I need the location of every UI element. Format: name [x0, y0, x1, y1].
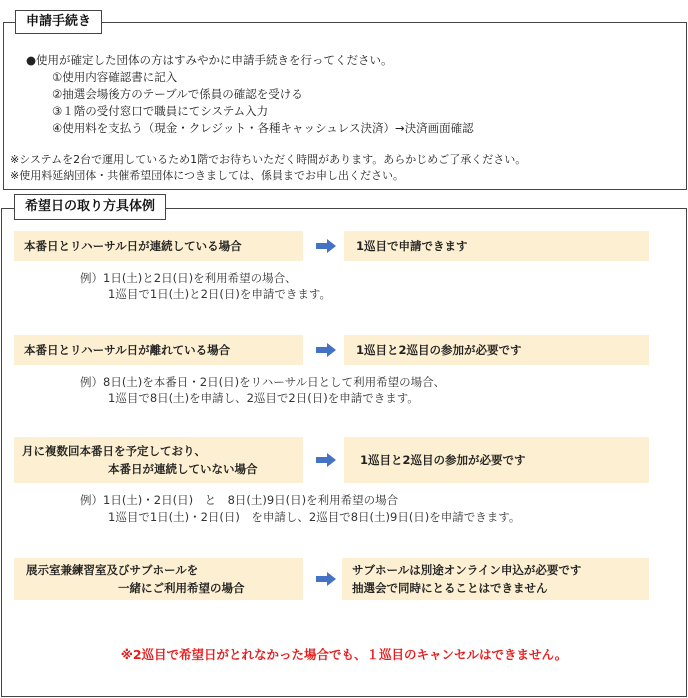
case-1-result-text: 1巡目で申請できます — [356, 239, 468, 253]
right-arrow-icon — [316, 343, 336, 357]
procedure-note-2: ※使用料延納団体・共催希望団体につきましては、係員までお申し出ください。 — [10, 169, 404, 182]
case-4-condition-line-2: 一緒にご利用希望の場合 — [118, 581, 245, 595]
case-1-example-line-2: 1巡目で1日(土)と2日(日)を申請できます。 — [108, 287, 331, 301]
case-1-condition-text: 本番日とリハーサル日が連続している場合 — [24, 239, 242, 253]
case-3-condition-line-2: 本番日が連続していない場合 — [108, 462, 258, 476]
case-2-condition-text: 本番日とリハーサル日が離れている場合 — [24, 343, 231, 357]
case-2-result — [344, 335, 649, 365]
case-2-condition — [14, 335, 303, 365]
case-2-result-text: 1巡目と2巡目の参加が必要です — [356, 343, 522, 357]
procedure-lead: ●使用が確定した団体の方はすみやかに申請手続きを行ってください。 — [26, 53, 393, 67]
case-3-condition — [14, 437, 303, 483]
case-3-result-text: 1巡目と2巡目の参加が必要です — [360, 453, 526, 467]
examples-title: 希望日の取り方具体例 — [14, 194, 166, 220]
case-2-example-line-1: 例）8日(土)を本番日・2日(日)をリハーサル日として利用希望の場合、 — [80, 375, 446, 389]
case-4-result-line-2: 抽選会で同時にとることはできません — [352, 581, 548, 595]
case-1-condition — [14, 231, 303, 261]
right-arrow-icon — [316, 572, 336, 586]
case-1-result — [344, 231, 649, 261]
case-3-example-line-1: 例）1日(土)・2日(日) と 8日(土)9日(日)を利用希望の場合 — [80, 493, 399, 507]
case-2-example-line-2: 1巡目で8日(土)を申請し、2巡目で2日(日)を申請できます。 — [108, 391, 419, 405]
right-arrow-icon — [316, 239, 336, 253]
procedure-step-3: ③１階の受付窓口で職員にてシステム入力 — [52, 104, 269, 118]
case-4-result — [342, 558, 649, 600]
procedure-note-1: ※システムを2台で運用しているため1階でお待ちいただく時間があります。あらかじめご了承ください。 — [10, 153, 527, 166]
case-4-condition-line-1: 展示室兼練習室及びサブホールを — [26, 563, 199, 577]
case-3-condition-line-1: 月に複数回本番日を予定しており、 — [22, 444, 206, 458]
case-3-result — [344, 437, 649, 483]
case-4-result-line-1: サブホールは別途オンライン申込が必要です — [352, 563, 582, 577]
right-arrow-icon — [316, 453, 336, 467]
case-4-condition — [14, 558, 303, 600]
procedure-step-4: ④使用料を支払う（現金・クレジット・各種キャッシュレス決済）→決済画面確認 — [52, 121, 474, 135]
procedure-step-1: ①使用内容確認書に記入 — [52, 70, 178, 84]
procedure-step-2: ②抽選会場後方のテーブルで係員の確認を受ける — [52, 87, 303, 101]
procedure-title: 申請手続き — [15, 10, 102, 34]
case-3-example-line-2: 1巡目で1日(土)・2日(日) を申請し、2巡目で8日(土)9日(日)を申請できます。 — [108, 510, 521, 524]
case-1-example-line-1: 例）1日(土)と2日(日)を利用希望の場合、 — [80, 271, 297, 285]
cancellation-warning: ※2巡目で希望日がとれなかった場合でも、１巡目のキャンセルはできません。 — [120, 647, 568, 662]
